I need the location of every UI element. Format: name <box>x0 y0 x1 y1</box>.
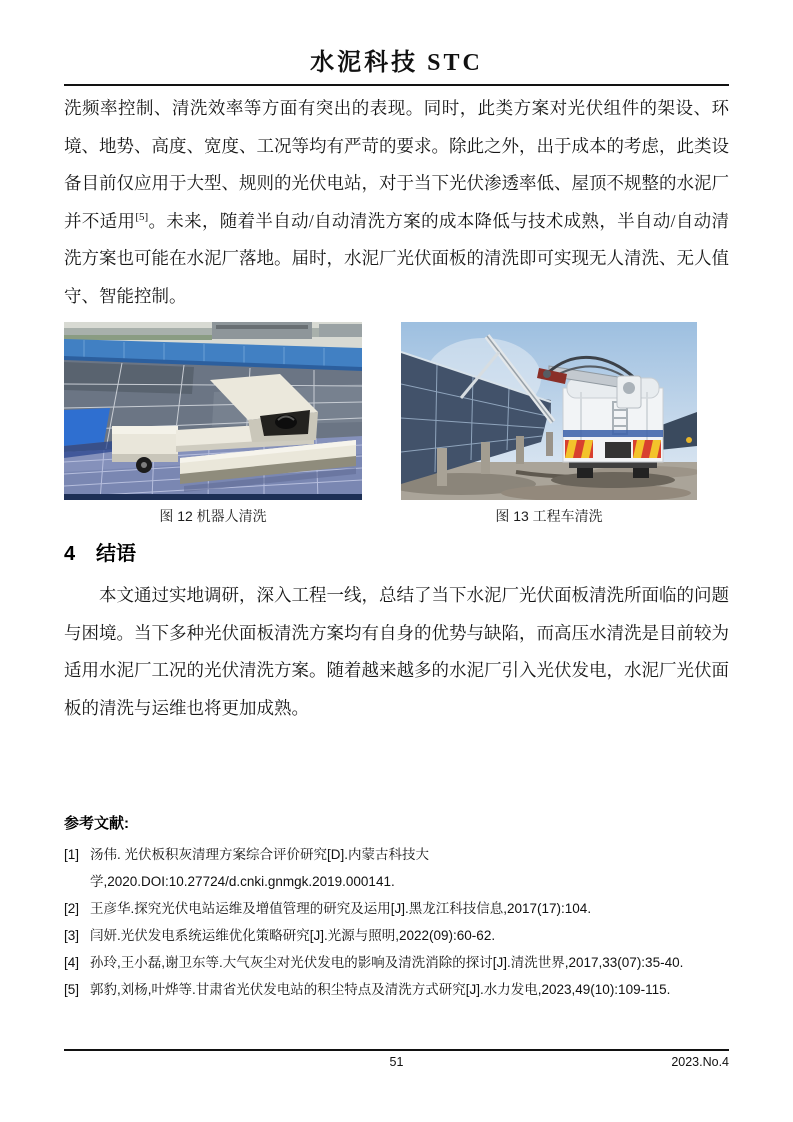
paragraph-part1: 洗频率控制、清洗效率等方面有突出的表现。同时，此类方案对光伏组件的架设、环境、地势、高度、宽度、工况等均有严苛的要求。除此之外，出于成本的考虑，此类设备目前仅应用于大型、规则的光伏电站，对于当下光伏渗透率低、屋顶不规整的水泥厂并不适用 <box>64 98 729 231</box>
references-heading: 参考文献: <box>64 815 129 832</box>
robot-cleaning-photo <box>64 322 362 500</box>
paragraph-continued <box>64 90 729 315</box>
footer <box>64 1055 729 1073</box>
reference-marker: [4] <box>64 955 80 970</box>
paragraph-part2: 。未来，随着半自动/自动清洗方案的成本降低与技术成熟，半自动/自动清洗方案也可能在水泥厂落地。届时，水泥厂光伏面板的清洗即可实现无人清洗、无人值守、智能控制。 <box>64 210 729 306</box>
journal-title: 水泥科技 STC <box>310 50 483 76</box>
figure-truck-cleaning <box>401 322 697 526</box>
reference-marker: [1] <box>64 847 80 862</box>
citation-superscript: [5] <box>135 210 149 223</box>
figure-robot-cleaning <box>64 322 362 526</box>
page-number: 51 <box>389 1055 404 1069</box>
reference-item <box>64 976 729 1003</box>
truck-cleaning-photo <box>401 322 697 500</box>
reference-marker: [5] <box>64 982 80 997</box>
reference-marker: [3] <box>64 928 80 943</box>
header-rule <box>64 84 729 86</box>
section-number: 4 <box>64 543 76 565</box>
section-title: 结语 <box>96 543 136 565</box>
figure-12-caption: 图 12 机器人清洗 <box>159 508 267 524</box>
conclusion-paragraph: 本文通过实地调研，深入工程一线，总结了当下水泥厂光伏面板清洗所面临的问题与困境。当下多种光伏面板清洗方案均有自身的优势与缺陷，而高压水清洗是目前较为适用水泥厂工况的光伏清洗方案。随着越来越多的水泥厂引入光伏发电，水泥厂光伏面板的清洗与运维也将更加成熟。 <box>64 585 729 718</box>
reference-marker: [2] <box>64 901 80 916</box>
reference-item <box>64 895 729 922</box>
issue-number: 2023.No.4 <box>671 1055 729 1069</box>
reference-item <box>64 922 729 949</box>
reference-item <box>64 841 729 895</box>
reference-text: 郭豹,刘杨,叶烨等.甘肃省光伏发电站的积尘特点及清洗方式研究[J].水力发电,2023,49(10):109-115. <box>90 982 671 997</box>
reference-text: 王彦华.探究光伏电站运维及增值管理的研究及运用[J].黑龙江科技信息,2017(17):104. <box>90 901 592 916</box>
section-heading-conclusion <box>64 537 729 566</box>
reference-text: 汤伟. 光伏板积灰清理方案综合评价研究[D].内蒙古科技大学,2020.DOI:10.27724/d.cnki.gnmgk.2019.000141. <box>90 847 430 889</box>
reference-text: 闫妍.光伏发电系统运维优化策略研究[J].光源与照明,2022(09):60-62. <box>90 928 496 943</box>
figures-row <box>64 322 729 526</box>
references-list <box>64 841 729 1003</box>
figure-13-caption: 图 13 工程车清洗 <box>495 508 603 524</box>
reference-item <box>64 949 729 976</box>
body-block <box>64 90 729 727</box>
references-section <box>64 812 729 1003</box>
footer-rule <box>64 1049 729 1051</box>
reference-text: 孙玲,王小磊,谢卫东等.大气灰尘对光伏发电的影响及清洗消除的探讨[J].清洗世界,2017,33(07):35-40. <box>90 955 684 970</box>
